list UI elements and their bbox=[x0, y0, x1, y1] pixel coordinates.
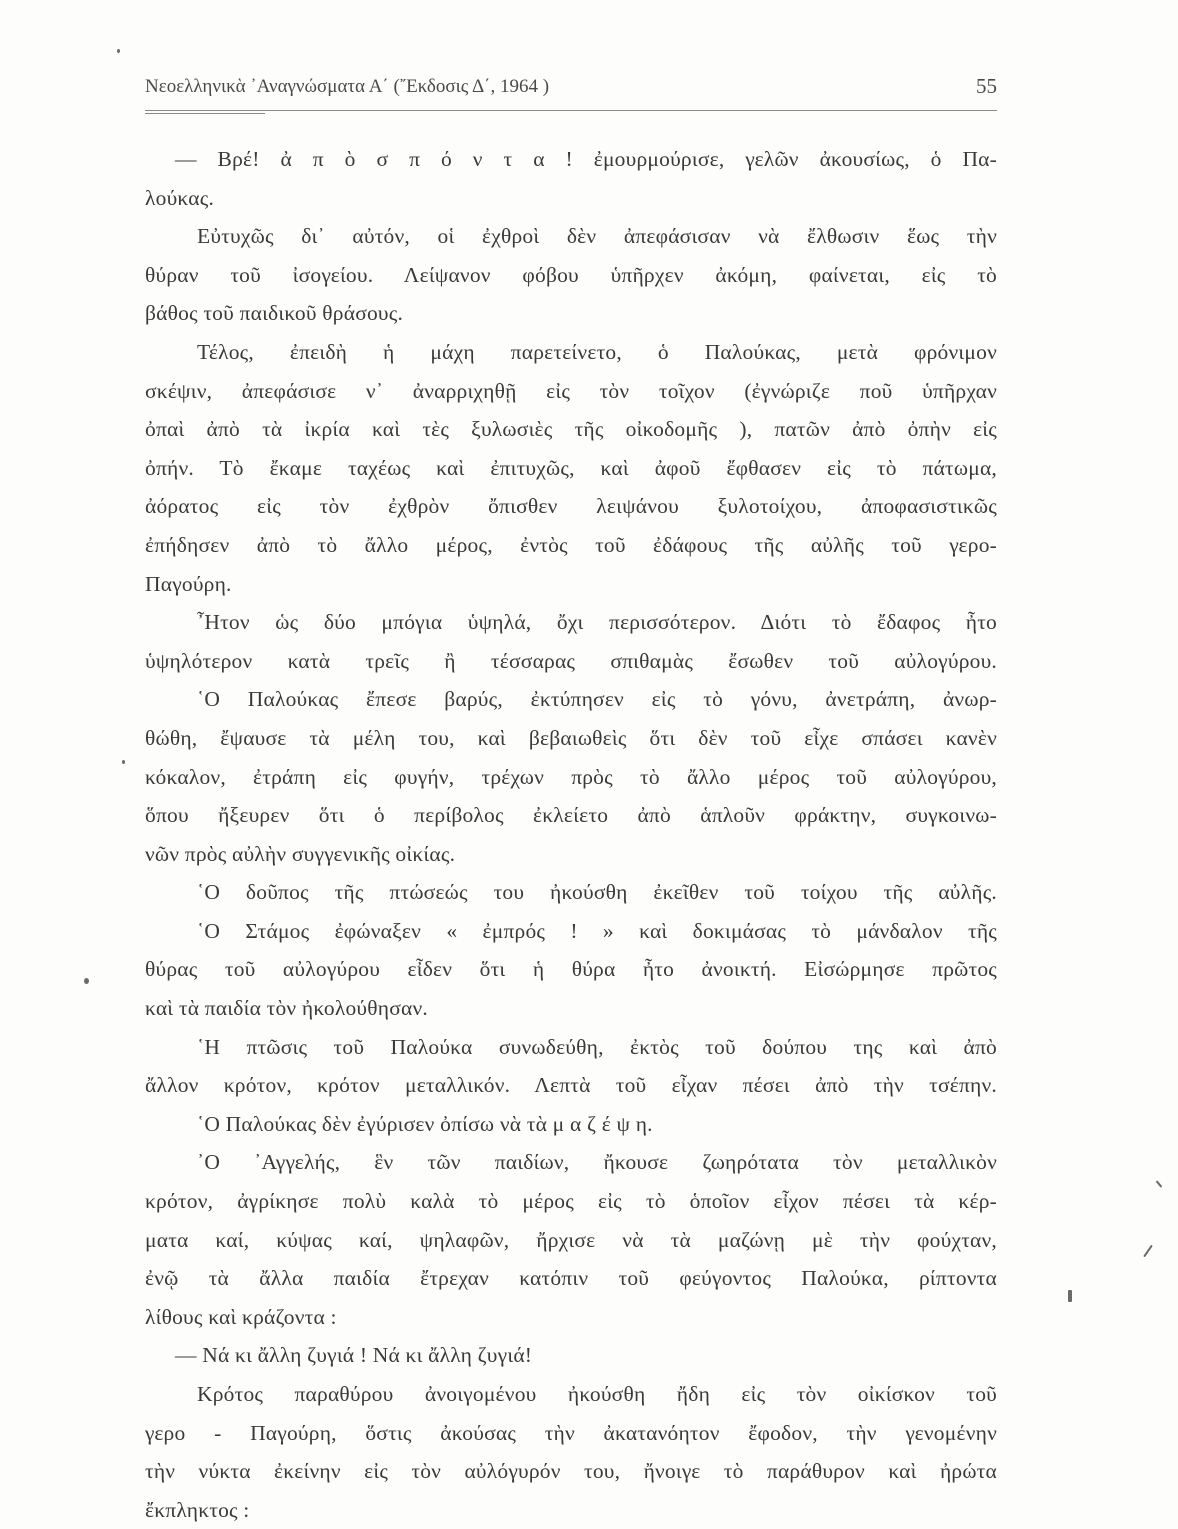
text-line: ἐπήδησεν ἀπὸ τὸ ἄλλο μέρος, ἐντὸς τοῦ ἐδάφους τῆς αὐλῆς τοῦ γερο- bbox=[145, 532, 997, 557]
scan-speck bbox=[1156, 1180, 1163, 1187]
text-line: ὀπαὶ ἀπὸ τὰ ἰκρία καὶ τὲς ξυλωσιὲς τῆς οἰκοδομῆς ), πατῶν ἀπὸ ὀπὴν εἰς bbox=[145, 417, 997, 442]
text-line: Εὐτυχῶς δι᾽ αὐτόν, οἱ ἐχθροὶ δὲν ἀπεφάσισαν νὰ ἔλθωσιν ἕως τὴν bbox=[197, 224, 997, 249]
text-line: ῾Ο Παλούκας δὲν ἐγύρισεν ὀπίσω νὰ τὰ μ α ζ έ ψ η. bbox=[197, 1111, 653, 1136]
text-line: ὑψηλότερον κατὰ τρεῖς ἢ τέσσαρας σπιθαμὰς ἔσωθεν τοῦ αὐλογύρου. bbox=[145, 648, 997, 673]
text-line: ἄλλον κρότον, κρότον μεταλλικόν. Λεπτὰ τοῦ εἶχαν πέσει ἀπὸ τὴν τσέπην. bbox=[145, 1073, 997, 1098]
scan-speck bbox=[1068, 1290, 1072, 1302]
text-line: βάθος τοῦ παιδικοῦ θράσους. bbox=[145, 301, 404, 326]
text-line: ὀπήν. Τὸ ἔκαμε ταχέως καὶ ἐπιτυχῶς, καὶ ἀφοῦ ἔφθασεν εἰς τὸ πάτωμα, bbox=[145, 455, 997, 480]
text-line: τὴν νύκτα ἐκείνην εἰς τὸν αὐλόγυρόν του, ἤνοιγε τὸ παράθυρον καὶ ἠρώτα bbox=[145, 1459, 997, 1484]
text-line: Κρότος παραθύρου ἀνοιγομένου ἠκούσθη ἤδη εἰς τὸν οἰκίσκον τοῦ bbox=[197, 1382, 997, 1406]
text-line: ῏Ητον ὡς δύο μπόγια ὑψηλά, ὄχι περισσότερον. Διότι τὸ ἔδαφος ἦτο bbox=[197, 610, 997, 635]
text-line: νῶν πρὸς αὐλὴν συγγενικῆς οἰκίας. bbox=[145, 841, 456, 866]
text-line: — Βρέ! ἀ π ὸ σ π ό ν τ α ! ἐμουρμούρισε, γελῶν ἀκουσίως, ὁ Πα- bbox=[175, 147, 997, 171]
text-line: λίθους καὶ κράζοντα : bbox=[145, 1304, 337, 1329]
text-line: γερο - Παγούρη, ὅστις ἀκούσας τὴν ἀκατανόητον ἔφοδον, τὴν γενομένην bbox=[145, 1420, 997, 1445]
text-line: ῾Ο δοῦπος τῆς πτώσεώς του ἠκούσθη ἐκεῖθεν τοῦ τοίχου τῆς αὐλῆς. bbox=[197, 880, 997, 905]
text-line: θώθη, ἔψαυσε τὰ μέλη του, καὶ βεβαιωθεὶς ὅτι δὲν τοῦ εἶχε σπάσει κανὲν bbox=[145, 725, 997, 750]
text-line: σκέψιν, ἀπεφάσισε ν᾽ ἀναρριχηθῇ εἰς τὸν τοῖχον (ἐγνώριζε ποῦ ὑπῆρχαν bbox=[145, 378, 997, 403]
running-header bbox=[145, 74, 997, 104]
text-line: ᾽Ο ᾽Αγγελής, ἓν τῶν παιδίων, ἤκουσε ζωηρότατα τὸν μεταλλικὸν bbox=[197, 1150, 997, 1175]
text-line: ἔκπληκτος : bbox=[145, 1497, 250, 1522]
header-rule bbox=[145, 110, 997, 111]
text-line: ῾Η πτῶσις τοῦ Παλούκα συνωδεύθη, ἐκτὸς τοῦ δούπου της καὶ ἀπὸ bbox=[197, 1034, 997, 1059]
text-line: κόκαλον, ἐτράπη εἰς φυγήν, τρέχων πρὸς τὸ ἄλλο μέρος τοῦ αὐλογύρου, bbox=[145, 764, 997, 789]
text-line: θύρας τοῦ αὐλογύρου εἶδεν ὅτι ἡ θύρα ἦτο ἀνοικτή. Εἰσώρμησε πρῶτος bbox=[145, 957, 997, 982]
text-line: ῾Ο Στάμος ἐφώναξεν « ἐμπρός ! » καὶ δοκιμάσας τὸ μάνδαλον τῆς bbox=[197, 918, 997, 943]
scan-speck bbox=[122, 760, 125, 764]
body-text bbox=[145, 140, 997, 1529]
text-line: καὶ τὰ παιδία τὸν ἠκολούθησαν. bbox=[145, 996, 428, 1021]
header-title: Νεοελληνικὰ ᾽Αναγνώσματα Α΄ (῎Εκδοσις Δ΄, 1964 ) bbox=[145, 76, 550, 97]
text-line: ὅπου ἤξευρεν ὅτι ὁ περίβολος ἐκλείετο ἀπὸ ἁπλοῦν φράκτην, συγκοινω- bbox=[145, 803, 997, 828]
text-line: Τέλος, ἐπειδὴ ἡ μάχη παρετείνετο, ὁ Παλούκας, μετὰ φρόνιμον bbox=[197, 339, 997, 364]
page-number: 55 bbox=[976, 74, 997, 98]
text-line: κρότον, ἀγρίκησε πολὺ καλὰ τὸ μέρος εἰς τὸ ὁποῖον εἶχον πέσει τὰ κέρ- bbox=[145, 1189, 997, 1214]
text-line: ῾Ο Παλούκας ἔπεσε βαρύς, ἐκτύπησεν εἰς τὸ γόνυ, ἀνετράπη, ἀνωρ- bbox=[197, 687, 997, 712]
text-line: ματα καί, κύψας καί, ψηλαφῶν, ἤρχισε νὰ τὰ μαζώνῃ μὲ τὴν φούχταν, bbox=[145, 1227, 997, 1252]
text-line: — Νά κι ἄλλη ζυγιά ! Νά κι ἄλλη ζυγιά! bbox=[175, 1343, 533, 1368]
text-line: θύραν τοῦ ἰσογείου. Λείψανον φόβου ὑπῆρχεν ἀκόμη, φαίνεται, εἰς τὸ bbox=[145, 262, 997, 287]
text-line: ἀόρατος εἰς τὸν ἐχθρὸν ὄπισθεν λειψάνου ξυλοτοίχου, ἀποφασιστικῶς bbox=[145, 494, 997, 519]
text-line: λούκας. bbox=[145, 185, 215, 210]
scan-speck bbox=[117, 49, 120, 53]
header-rule-short bbox=[145, 113, 265, 114]
scan-speck bbox=[1143, 1245, 1153, 1258]
text-line: Παγούρη. bbox=[145, 571, 232, 596]
text-line: ἐνῷ τὰ ἄλλα παιδία ἔτρεχαν κατόπιν τοῦ φεύγοντος Παλούκα, ρίπτοντα bbox=[145, 1266, 997, 1291]
scan-speck bbox=[84, 978, 89, 984]
